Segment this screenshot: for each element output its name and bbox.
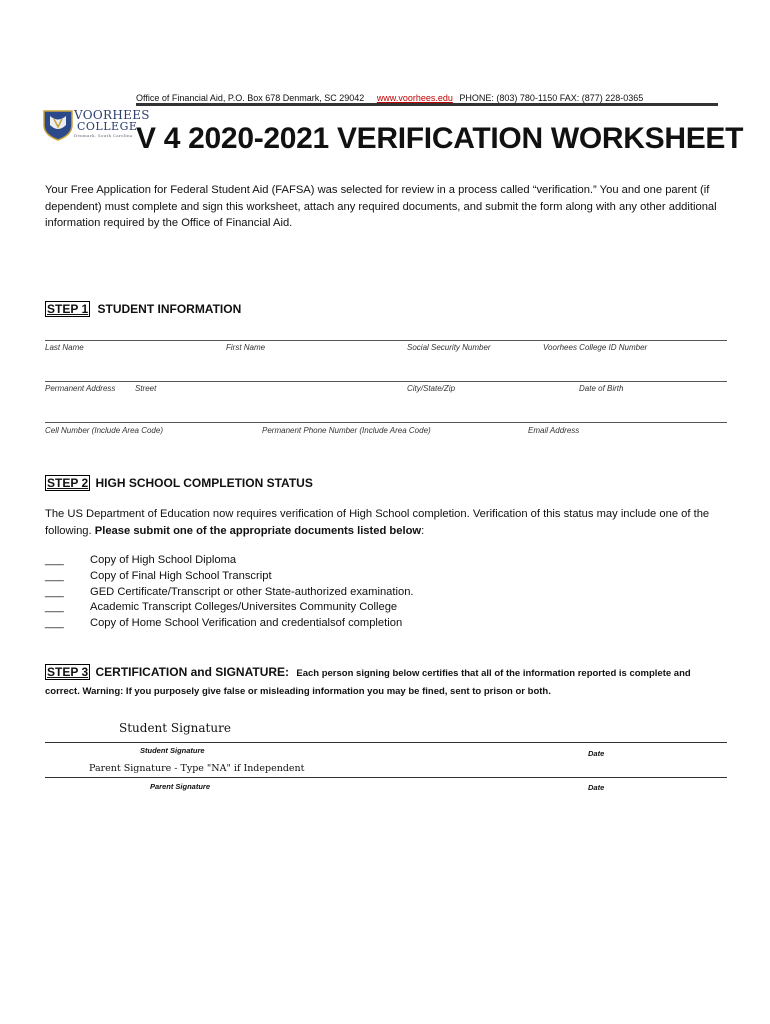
step2-heading — [45, 475, 313, 491]
header-divider — [136, 103, 718, 106]
checklist-blank[interactable]: ___ — [45, 554, 64, 566]
parent-signature-field[interactable]: Parent Signature - Type "NA" if Independent — [89, 763, 305, 774]
step1-row1-line — [45, 340, 727, 341]
page-title: V 4 2020-2021 VERIFICATION WORKSHEET — [136, 122, 744, 155]
step3-text-1: Each person signing below certifies that all of the information reported is complete and — [296, 668, 691, 679]
list-item-label: Copy of Final High School Transcript — [90, 569, 272, 582]
email-label: Email Address — [528, 426, 580, 435]
permanent-phone-label: Permanent Phone Number (Include Area Code) — [262, 426, 431, 435]
step3-title: CERTIFICATION and SIGNATURE: — [95, 665, 290, 679]
document-checklist — [45, 553, 414, 632]
step1-row3-line — [45, 422, 727, 423]
checklist-blank[interactable]: ___ — [45, 617, 64, 630]
list-item-label: Copy of High School Diploma — [90, 554, 237, 566]
contact-numbers: PHONE: (803) 780-1150 FAX: (877) 228-0365 — [459, 93, 644, 103]
list-item — [45, 585, 414, 601]
college-id-label: Voorhees College ID Number — [543, 343, 648, 352]
permanent-address-label: Permanent Address — [45, 384, 116, 393]
step2-text-bold: Please submit one of the appropriate documents listed below — [94, 524, 422, 537]
step2-title: HIGH SCHOOL COMPLETION STATUS — [95, 476, 313, 490]
step2-paragraph — [45, 506, 725, 539]
header-contact-line — [136, 93, 643, 103]
parent-date-label: Date — [588, 783, 605, 792]
student-date-label: Date — [588, 749, 605, 758]
step2-badge: STEP 2 — [47, 476, 89, 490]
step1-heading — [45, 301, 241, 317]
city-state-zip-label: City/State/Zip — [407, 384, 456, 393]
list-item — [45, 553, 414, 569]
last-name-label: Last Name — [45, 343, 84, 352]
list-item — [45, 600, 414, 616]
step3-heading — [45, 664, 691, 680]
checklist-blank[interactable]: ___ — [45, 585, 64, 598]
step1-row2-line — [45, 381, 727, 382]
step3-badge: STEP 3 — [47, 665, 89, 679]
checklist-blank[interactable]: ___ — [45, 569, 64, 582]
step1-badge: STEP 1 — [47, 302, 89, 316]
list-item — [45, 569, 414, 585]
step2-text: The US Department of Education now requires verification of High School completion. Verification of this status may include one of the following. — [45, 508, 710, 537]
list-item-label: Academic Transcript Colleges/Universites Community College — [90, 601, 398, 614]
office-address: Office of Financial Aid, P.O. Box 678 Denmark, SC 29042 — [136, 93, 365, 103]
intro-paragraph: Your Free Application for Federal Student Aid (FAFSA) was selected for review in a process called “verification.” You and one parent (if dependent) must complete and sign this worksheet, attach any required documents, and submit the form along with any other additional information required by the Office of Financial Aid. — [45, 184, 717, 229]
student-signature-line — [45, 742, 727, 743]
step2-text-end: : — [421, 524, 425, 537]
parent-signature-label: Parent Signature — [150, 782, 211, 791]
dob-label: Date of Birth — [579, 384, 624, 393]
student-signature-field[interactable]: Student Signature — [119, 721, 231, 735]
list-item-label: GED Certificate/Transcript or other State-authorized examination. — [90, 585, 414, 598]
student-signature-label: Student Signature — [140, 746, 205, 755]
first-name-label: First Name — [226, 343, 266, 352]
parent-signature-line — [45, 777, 727, 778]
list-item — [45, 616, 414, 632]
street-label: Street — [135, 384, 157, 393]
logo-line-1: VOORHEES — [74, 108, 150, 122]
ssn-label: Social Security Number — [407, 343, 491, 352]
list-item-label: Copy of Home School Verification and credentialsof completion — [90, 617, 403, 630]
website-link[interactable]: www.voorhees.edu — [376, 93, 453, 103]
checklist-blank[interactable]: ___ — [45, 601, 64, 614]
cell-number-label: Cell Number (Include Area Code) — [45, 426, 163, 435]
logo-line-3: Denmark, South Carolina — [74, 133, 133, 138]
logo-line-2: COLLEGE — [77, 120, 138, 133]
step3-text-2: correct. Warning: If you purposely give false or misleading information you may be fined, sent to prison or both. — [45, 686, 551, 697]
step1-title: STUDENT INFORMATION — [97, 302, 242, 316]
